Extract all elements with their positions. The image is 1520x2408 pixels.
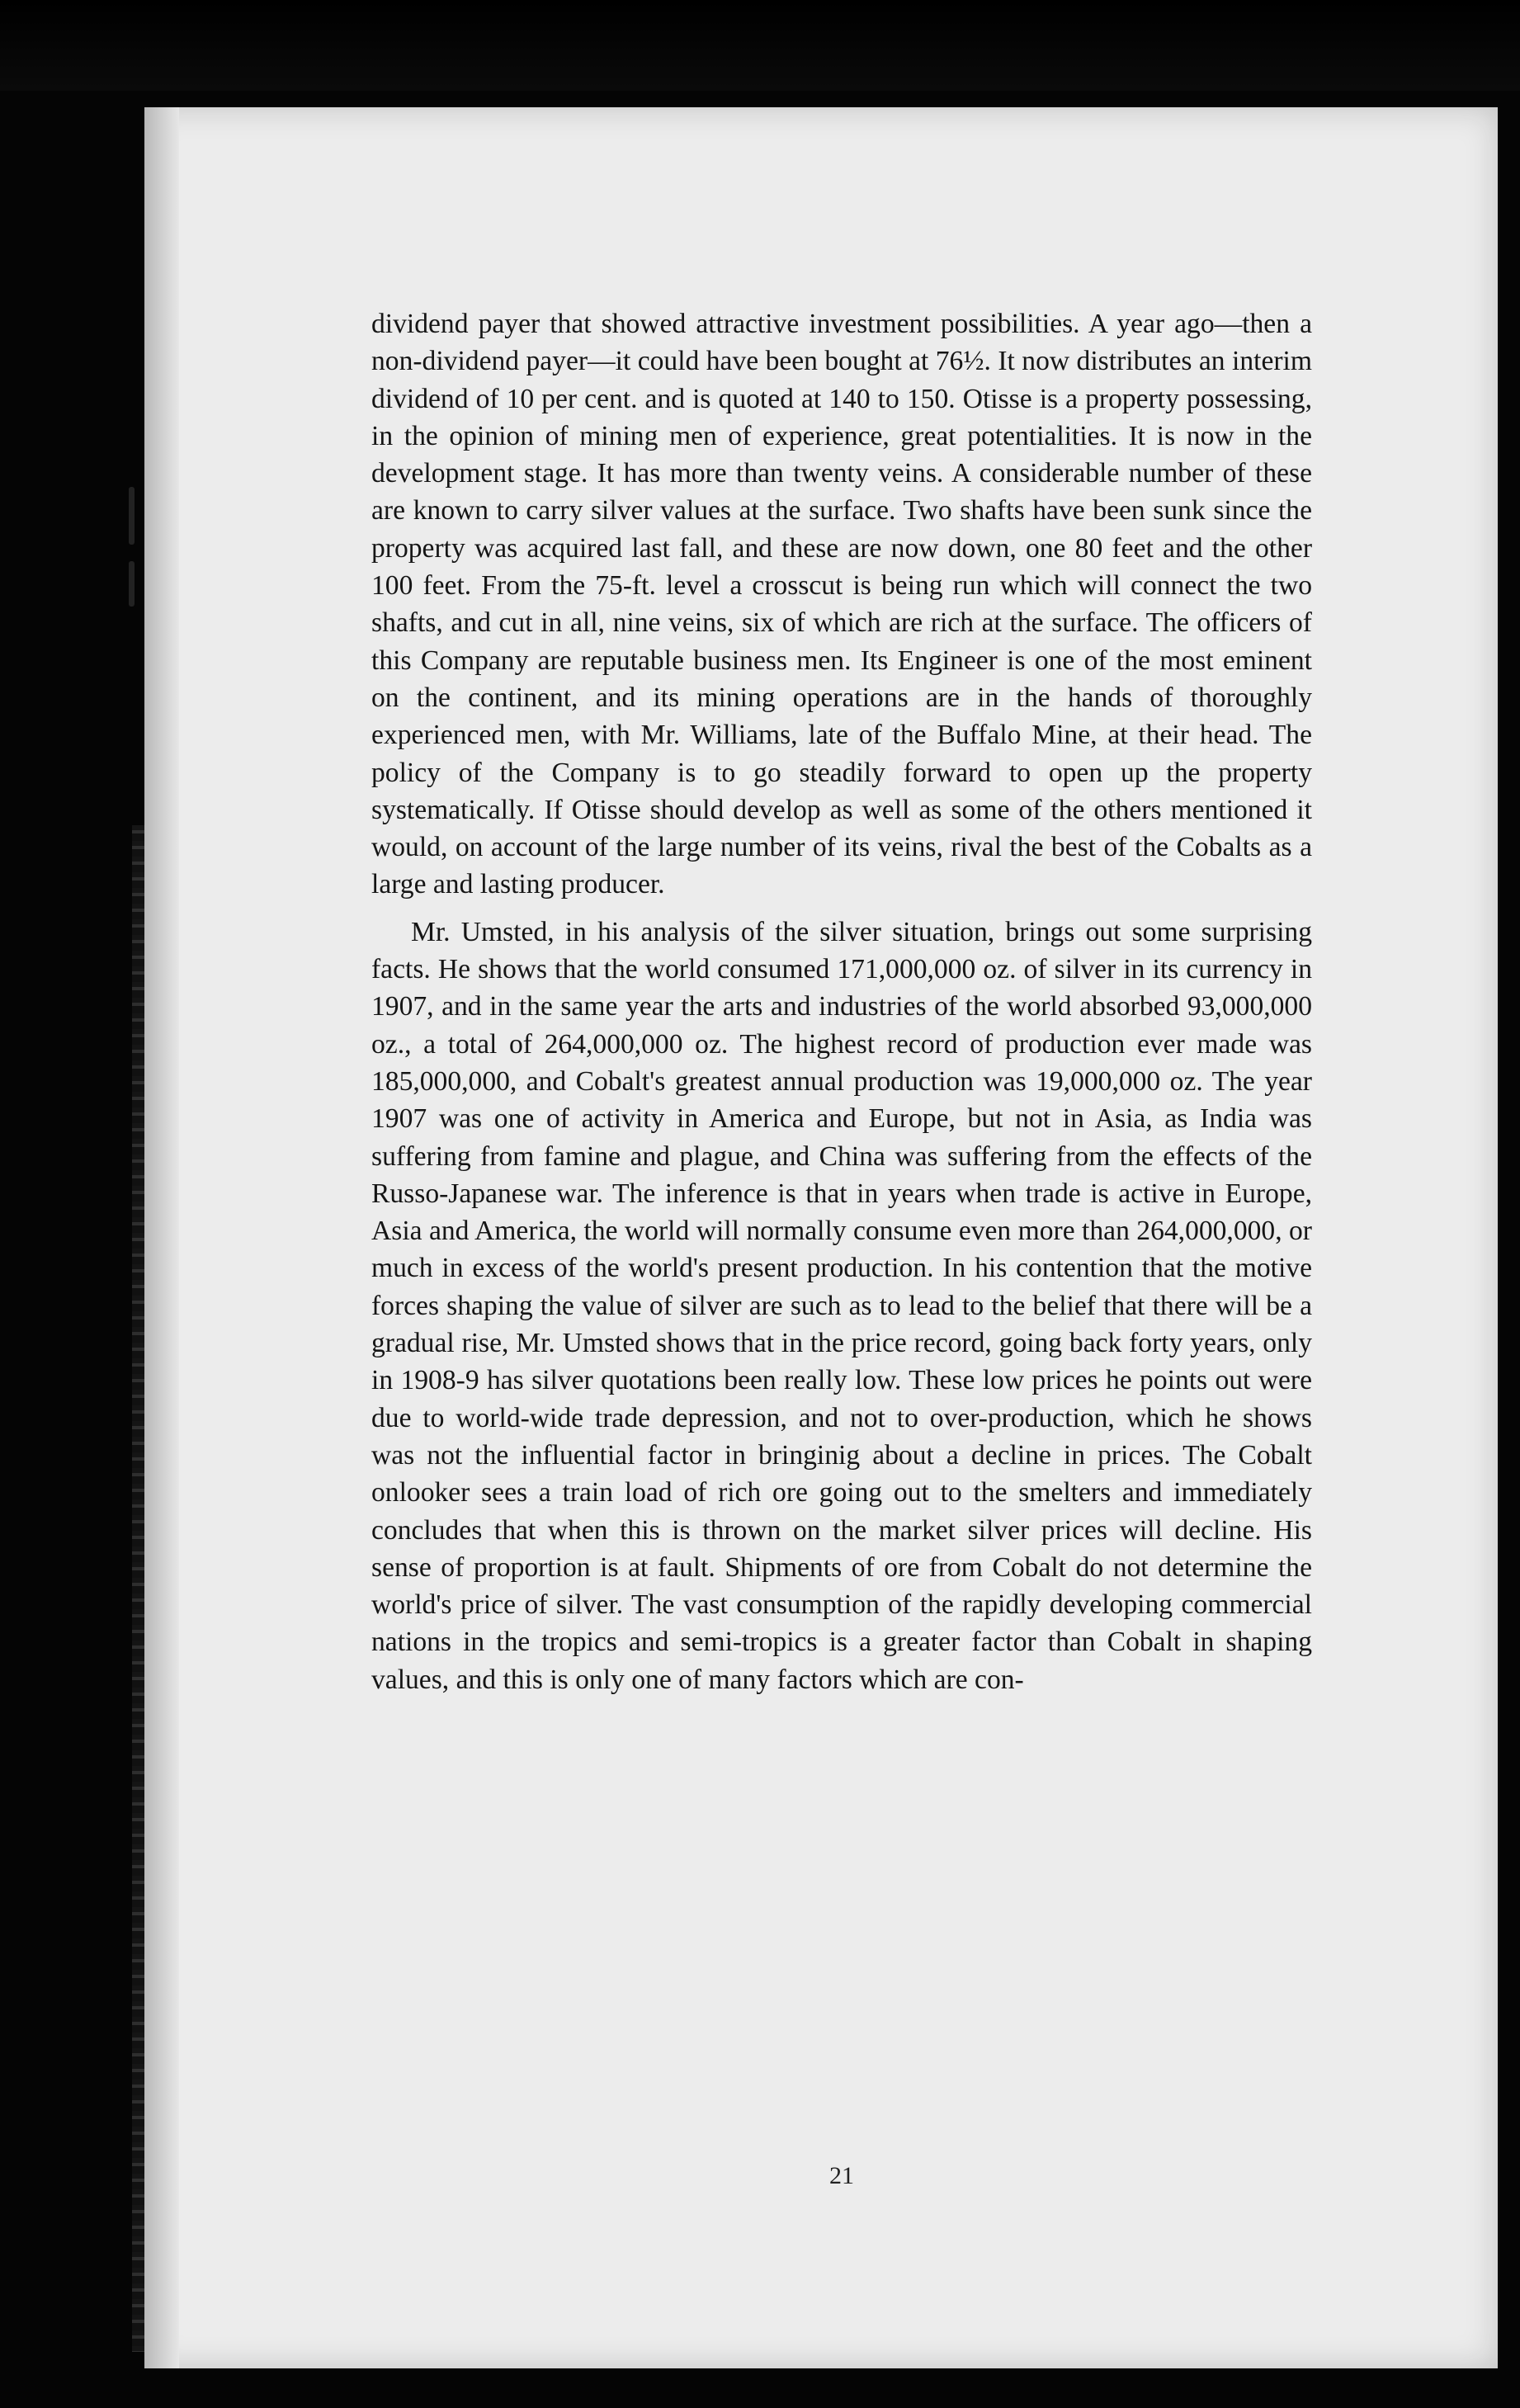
- paragraph-otisse: dividend payer that showed attractive investment possibilities. A year ago—then a non-dividend payer—it could have been bought at 76½. It now distributes an interim dividend of 10 per cent. and is quoted at 140 to 150. Otisse is a property possessing, in the opinion of mining men of experience, great potentialities. It is now in the development stage. It has more than twenty veins. A considerable number of these are known to carry silver values at the surface. Two shafts have been sunk since the property was acquired last fall, and these are now down, one 80 feet and the other 100 feet. From the 75-ft. level a crosscut is being run which will connect the two shafts, and cut in all, nine veins, six of which are rich at the surface. The officers of this Company are reputable business men. Its Engineer is one of the most eminent on the continent, and its mining operations are in the hands of thoroughly experienced men, with Mr. Williams, late of the Buffalo Mine, at their head. The policy of the Company is to go steadily forward to open up the property systematically. If Otisse should develop as well as some of the others mentioned it would, on account of the large number of its veins, rival the best of the Cobalts as a large and lasting producer.: [371, 309, 1312, 900]
- paragraph-umsted: Mr. Umsted, in his analysis of the silver situation, brings out some surprising facts. He shows that the world consumed 171,000,000 oz. of silver in its currency in 1907, and in the same year the arts and industries of the world absorbed 93,000,000 oz., a total of 264,000,000 oz. The highest record of production ever made was 185,000,000, and Cobalt's greatest annual production was 19,000,000 oz. The year 1907 was one of activity in America and Europe, but not in Asia, as India was suffering from famine and plague, and China was suffering from the effects of the Russo-Japanese war. The inference is that in years when trade is active in Europe, Asia and America, the world will normally consume even more than 264,000,000, or much in excess of the world's present production. In his contention that the motive forces shaping the value of silver are such as to lead to the belief that there will be a gradual rise, Mr. Umsted shows that in the price record, going back forty years, only in 1908-9 has silver quotations been really low. These low prices he points out were due to world-wide trade depression, and not to over-production, which he shows was not the influential factor in bringinig about a decline in prices. The Cobalt onlooker sees a train load of rich ore going out to the smelters and immediately concludes that when this is thrown on the market silver prices will decline. His sense of proportion is at fault. Shipments of ore from Cobalt do not determine the world's price of silver. The vast consumption of the rapidly developing commercial nations in the tropics and semi-tropics is a greater factor than Cobalt in shaping values, and this is only one of many factors which are con-: [371, 916, 1312, 1695]
- binding-marks: [122, 487, 144, 611]
- scan-top-border: [0, 0, 1520, 91]
- page-number: 21: [829, 2162, 854, 2189]
- page-edge-shadow: [144, 107, 179, 2368]
- body-text: [371, 305, 1312, 1698]
